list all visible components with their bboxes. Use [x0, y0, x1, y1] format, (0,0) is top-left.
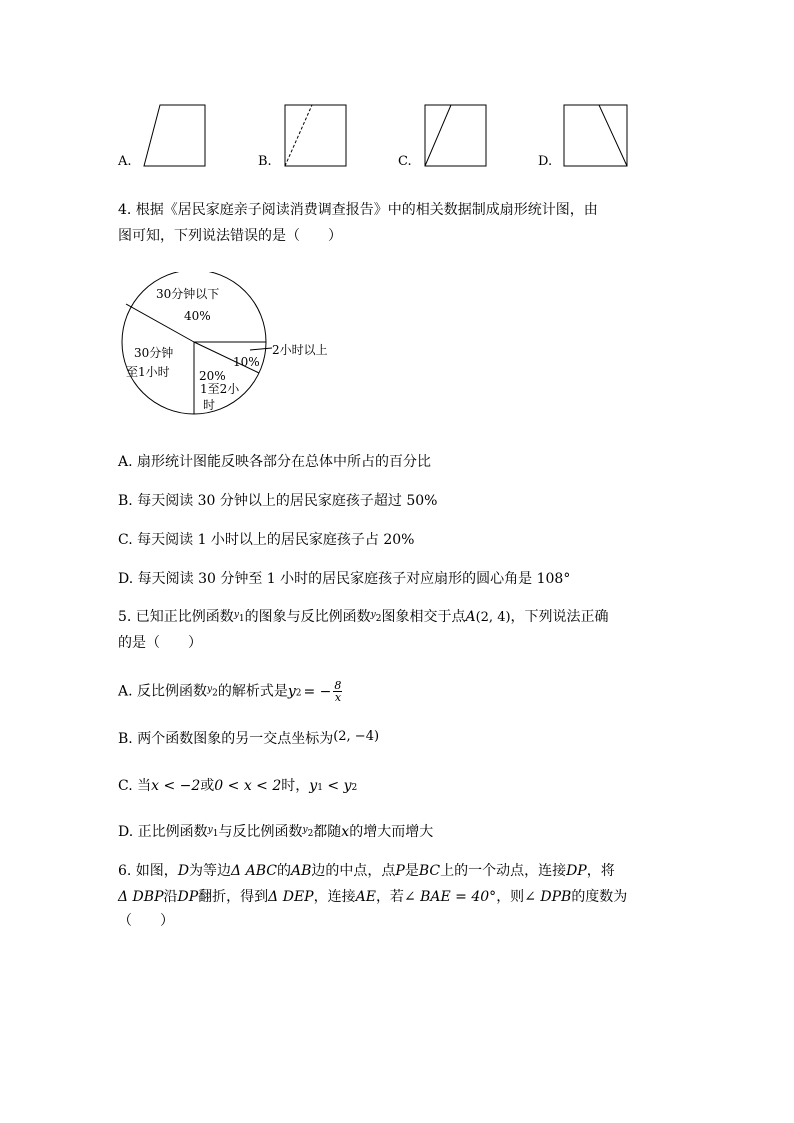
q5-option-b: B. 两个函数图象的另一交点坐标为(2, −4): [118, 729, 380, 747]
q4-text-line2: 图可知，下列说法错误的是（ ）: [118, 228, 342, 244]
pie-pct-1-2h: 20%: [199, 369, 226, 383]
q4-text-line1: 4. 根据《居民家庭亲子阅读消费调查报告》中的相关数据制成扇形统计图，由: [118, 202, 598, 218]
q5-option-a: A. 反比例函数$^y$2的解析式是y2 = − $\frac{8}{x}$: [118, 679, 342, 704]
q5-text-line1: 5. 已知正比例函数$^y$1的图象与反比例函数$^y$2图象相交于点A(2, 4)，下列说法正确: [118, 609, 609, 625]
q3-option-d-label: D.: [538, 154, 553, 169]
pie-label-1-2h-a: 1至2小: [200, 382, 240, 396]
q6-text-line2: Δ DBP沿DP翻折，得到Δ DEP，连接AE，若∠ BAE = 40°，则∠ DPB的度数为: [118, 889, 628, 905]
pie-label-30min-1h-b: 至1小时: [126, 365, 170, 379]
q4-option-b: B. 每天阅读 30 分钟以上的居民家庭孩子超过 50%: [118, 493, 438, 509]
q4-option-c: C. 每天阅读 1 小时以上的居民家庭孩子占 20%: [118, 532, 415, 548]
q5-option-c: C. 当x < −2或0 < x < 2时，y1 < y2: [118, 778, 358, 794]
q6-text-line3: （ ）: [118, 913, 174, 929]
q3-option-c-label: C.: [398, 154, 412, 169]
q5-option-d: D. 正比例函数$^y$1与反比例函数$^y$2都随x的增大而增大: [118, 824, 434, 840]
q3-option-a-figure: [140, 104, 210, 170]
pie-label-30min-below: 30分钟以下: [156, 287, 220, 301]
pie-label-over-2h: 2小时以上: [272, 343, 328, 357]
q4-option-d: D. 每天阅读 30 分钟至 1 小时的居民家庭孩子对应扇形的圆心角是 108°: [118, 571, 571, 587]
pie-pct-over-2h: 10%: [233, 355, 260, 369]
fraction-8-over-x: $\frac{8}{x}$: [334, 679, 342, 704]
pie-label-1-2h-b: 时: [203, 398, 216, 412]
q3-option-b-label: B.: [258, 154, 272, 169]
q3-option-d-figure: [562, 104, 630, 170]
pie-pct-30min-below: 40%: [184, 309, 211, 323]
q3-option-b-figure: [282, 104, 348, 170]
pie-label-30min-1h-a: 30分钟: [134, 346, 174, 360]
q6-text-line1: 6. 如图，D为等边Δ ABC的AB边的中点，点P是BC上的一个动点，连接DP，将: [118, 863, 615, 879]
q4-option-a: A. 扇形统计图能反映各部分在总体中所占的百分比: [118, 454, 432, 470]
q3-option-c-figure: [422, 104, 488, 170]
q5-text-line2: 的是（ ）: [118, 635, 202, 651]
q4-pie-chart: [112, 272, 352, 422]
q3-option-a-label: A.: [118, 154, 132, 169]
